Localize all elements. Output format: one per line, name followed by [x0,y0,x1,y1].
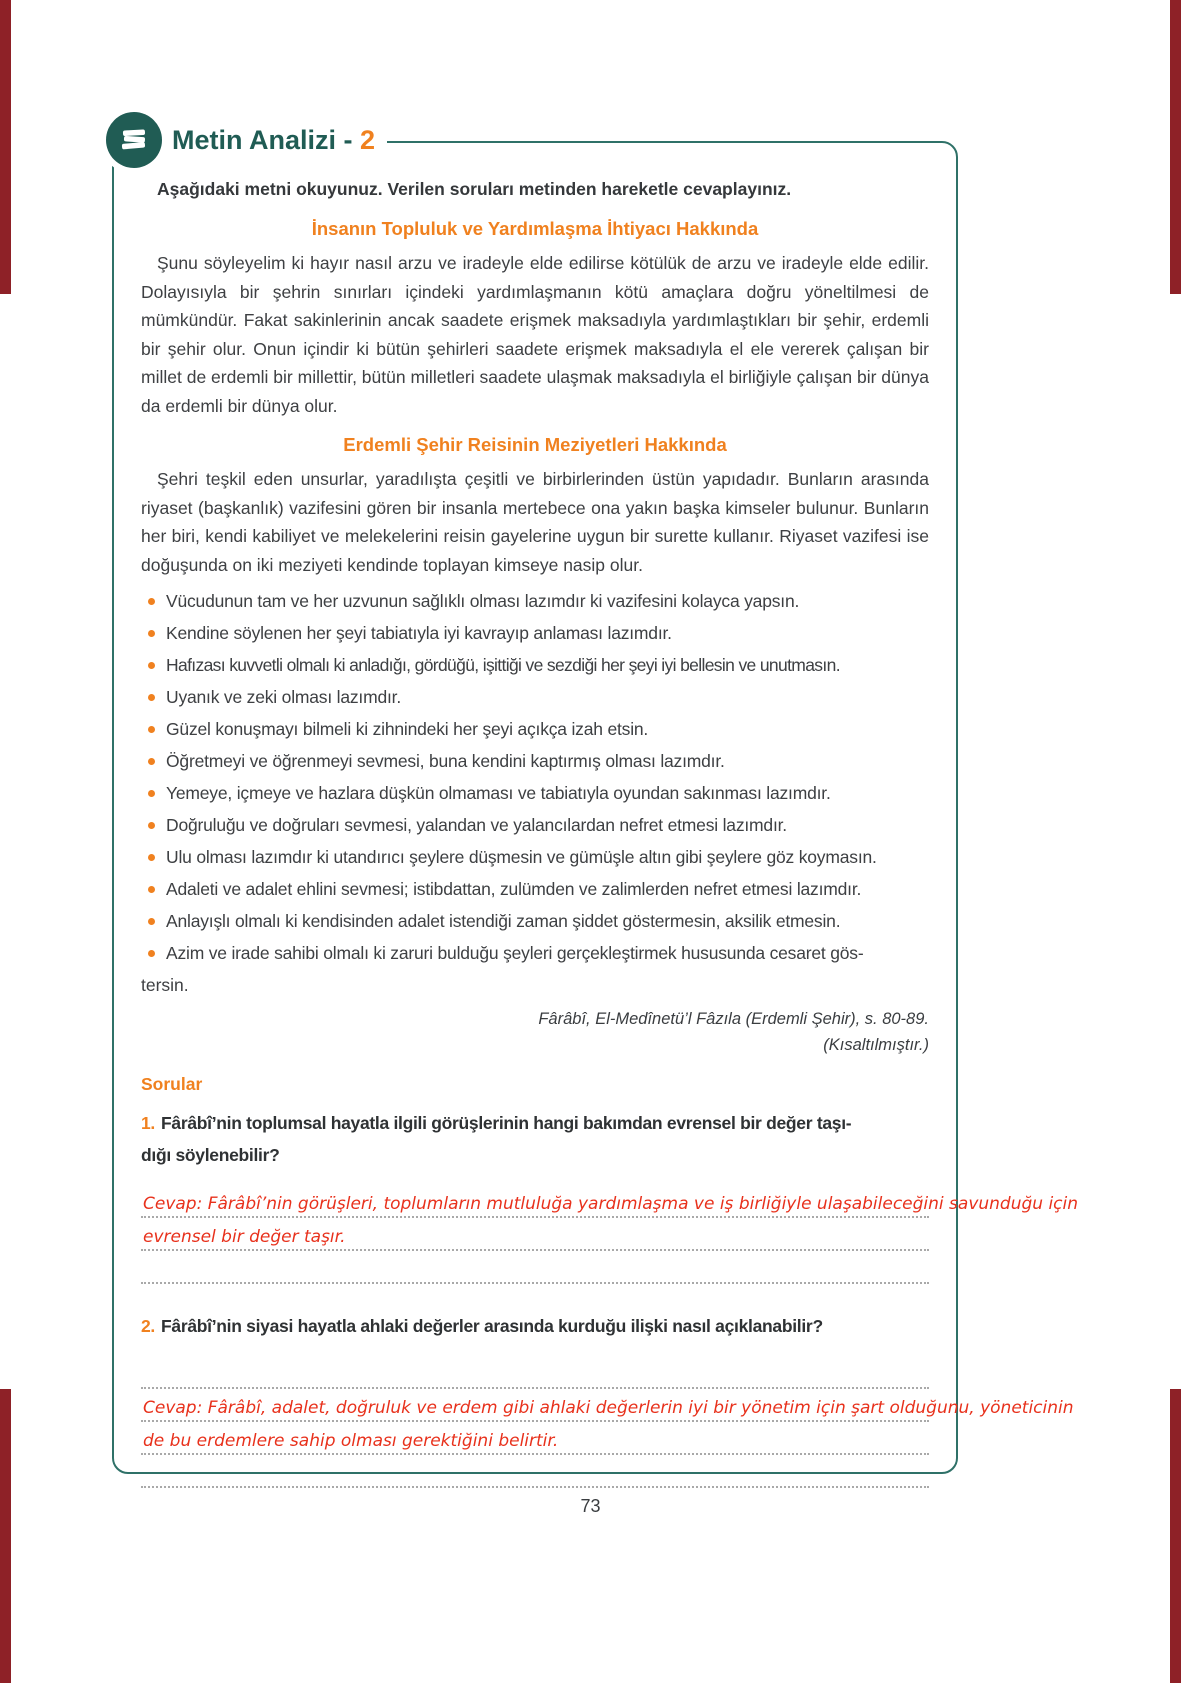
questions-heading: Sorular [141,1074,203,1094]
list-item: Uyanık ve zeki olması lazımdır. [141,683,929,712]
section-paragraph-1: Şunu söyleyelim ki hayır nasıl arzu ve iradeyle elde edilirse kötülük de arzu ve iradeyle elde edilir. Dolayısıyla bir şehrin sınırları içindeki yardımlaşmanın kötü amaçlara doğru yöneltilmesi de mümkündür. Fakat sakinlerinin ancak saadete erişmek maksadıyla yardımlaştıkları bir şehir, erdemli bir şehir olur. Onun içindir ki bütün şehirleri saadete erişmek maksadıyla el ele vererek çalışan bir millet de erdemli bir millettir, bütün milletleri saadete ulaşmak maksadıyla el birliğiyle çalışan bir dünya da erdemli bir dünya olur. [141,253,929,416]
bullet-icon [148,790,155,797]
bullet-icon [148,950,155,957]
source-citation [141,1006,929,1058]
question-1-line-2: dığı söylenebilir? [141,1145,280,1165]
list-item: Güzel konuşmayı bilmeli ki zihnindeki her şeyi açıkça izah etsin. [141,715,929,744]
dotted-line [141,1356,929,1389]
bullet-icon [148,918,155,925]
question-1-number: 1. [141,1113,155,1133]
section-header [106,112,387,168]
list-item: Adaleti ve adalet ehlini sevmesi; istibdattan, zulümden ve zalimlerden nefret etmesi lazımdır. [141,875,929,904]
question-1-line-1: Fârâbî’nin toplumsal hayatla ilgili görüşlerinin hangi bakımdan evrensel bir değer taşı- [161,1113,852,1133]
page-edge-strip-top-left [0,0,11,294]
list-item: Anlayışlı olmalı ki kendisinden adalet istendiği zaman şiddet göstermesin, aksilik etmesin. [141,907,929,936]
page-number: 73 [580,1496,601,1516]
question-2-line-1: Fârâbî’nin siyasi hayatla ahlaki değerler arasında kurduğu ilişki nasıl açıklanabilir? [161,1316,823,1336]
question-2 [141,1310,929,1342]
bullet-icon [148,694,155,701]
answer-area-1[interactable] [141,1185,1079,1284]
citation-line-2: (Kısaltılmıştır.) [823,1036,929,1054]
dotted-line [141,1251,929,1284]
section-paragraph-2: Şehri teşkil eden unsurlar, yaradılışta çeşitli ve birbirlerinden üstün yapıdadır. Bunların arasında riyaset (başkanlık) vazifesini gören bir insanla mertebece ona yakın başka kimseler bulunur. Bunların her biri, kendi kabiliyet ve melekelerini reisin gayelerine uygun bir surette kullanır. Riyaset vazifesi ise doğuşunda on iki meziyeti kendinde toplayan kimseye nasip olur. [141,469,929,575]
section-heading-1: İnsanın Topluluk ve Yardımlaşma İhtiyacı Hakkında [311,218,759,239]
section-title-number: 2 [360,124,376,155]
page-edge-strip-bottom-left [0,1389,11,1683]
list-item: Azim ve irade sahibi olmalı ki zaruri bulduğu şeyleri gerçekleştirmek hususunda cesaret gös- [141,939,929,968]
question-2-number: 2. [141,1316,155,1336]
section-title: Metin Analizi - 2 [162,121,387,160]
list-item: Doğruluğu ve doğruları sevmesi, yalandan ve yalancılardan nefret etmesi lazımdır. [141,811,929,840]
section-heading-2: Erdemli Şehir Reisinin Meziyetleri Hakkında [343,434,727,455]
list-item: Vücudunun tam ve her uzvunun sağlıklı olması lazımdır ki vazifesini kolayca yapsın. [141,587,929,616]
list-item: Kendine söylenen her şeyi tabiatıyla iyi kavrayıp anlaması lazımdır. [141,619,929,648]
question-1 [141,1107,929,1171]
list-item: Öğretmeyi ve öğrenmeyi sevmesi, buna kendini kaptırmış olması lazımdır. [141,747,929,776]
books-icon [106,112,162,168]
hyphenation-continuation: tersin. [141,975,189,995]
list-item: Hafızası kuvvetli olmalı ki anladığı, gördüğü, işittiği ve sezdiği her şeyi iyi bellesin ve unutmasın. [141,651,929,680]
bullet-icon [148,758,155,765]
bullet-icon [148,662,155,669]
page-edge-strip-bottom-right [1170,1389,1181,1683]
dotted-line [141,1455,929,1488]
handwritten-answer-2: Cevap: Fârâbî, adalet, doğruluk ve erdem gibi ahlaki değerlerin iyi bir yönetim için şart olduğunu, yöneticinin de bu erdemlere sahip olması gerektiğini belirtir. [143,1398,1074,1451]
handwritten-answer-1: Cevap: Fârâbî’nin görüşleri, toplumların mutluluğa yardımlaşma ve iş birliğiyle ulaşabileceğini savunduğu için evrensel bir değer taşır. [143,1194,1079,1247]
answer-area-2[interactable] [141,1356,1074,1488]
exercise-instruction: Aşağıdaki metni okuyunuz. Verilen soruları metinden hareketle cevaplayınız. [157,179,792,199]
bullet-icon [148,854,155,861]
exercise-box [112,141,1079,1474]
bullet-icon [148,822,155,829]
bullet-icon [148,598,155,605]
bullet-icon [148,886,155,893]
list-item: Ulu olması lazımdır ki utandırıcı şeylere düşmesin ve gümüşle altın gibi şeylere göz koymasın. [141,843,929,872]
page-edge-strip-top-right [1170,0,1181,294]
citation-line-1: Fârâbî, El-Medînetü’l Fâzıla (Erdemli Şehir), s. 80-89. [538,1010,929,1028]
virtues-list [141,587,929,968]
bullet-icon [148,726,155,733]
bullet-icon [148,630,155,637]
list-item: Yemeye, içmeye ve hazlara düşkün olmaması ve tabiatıyla oyundan sakınması lazımdır. [141,779,929,808]
